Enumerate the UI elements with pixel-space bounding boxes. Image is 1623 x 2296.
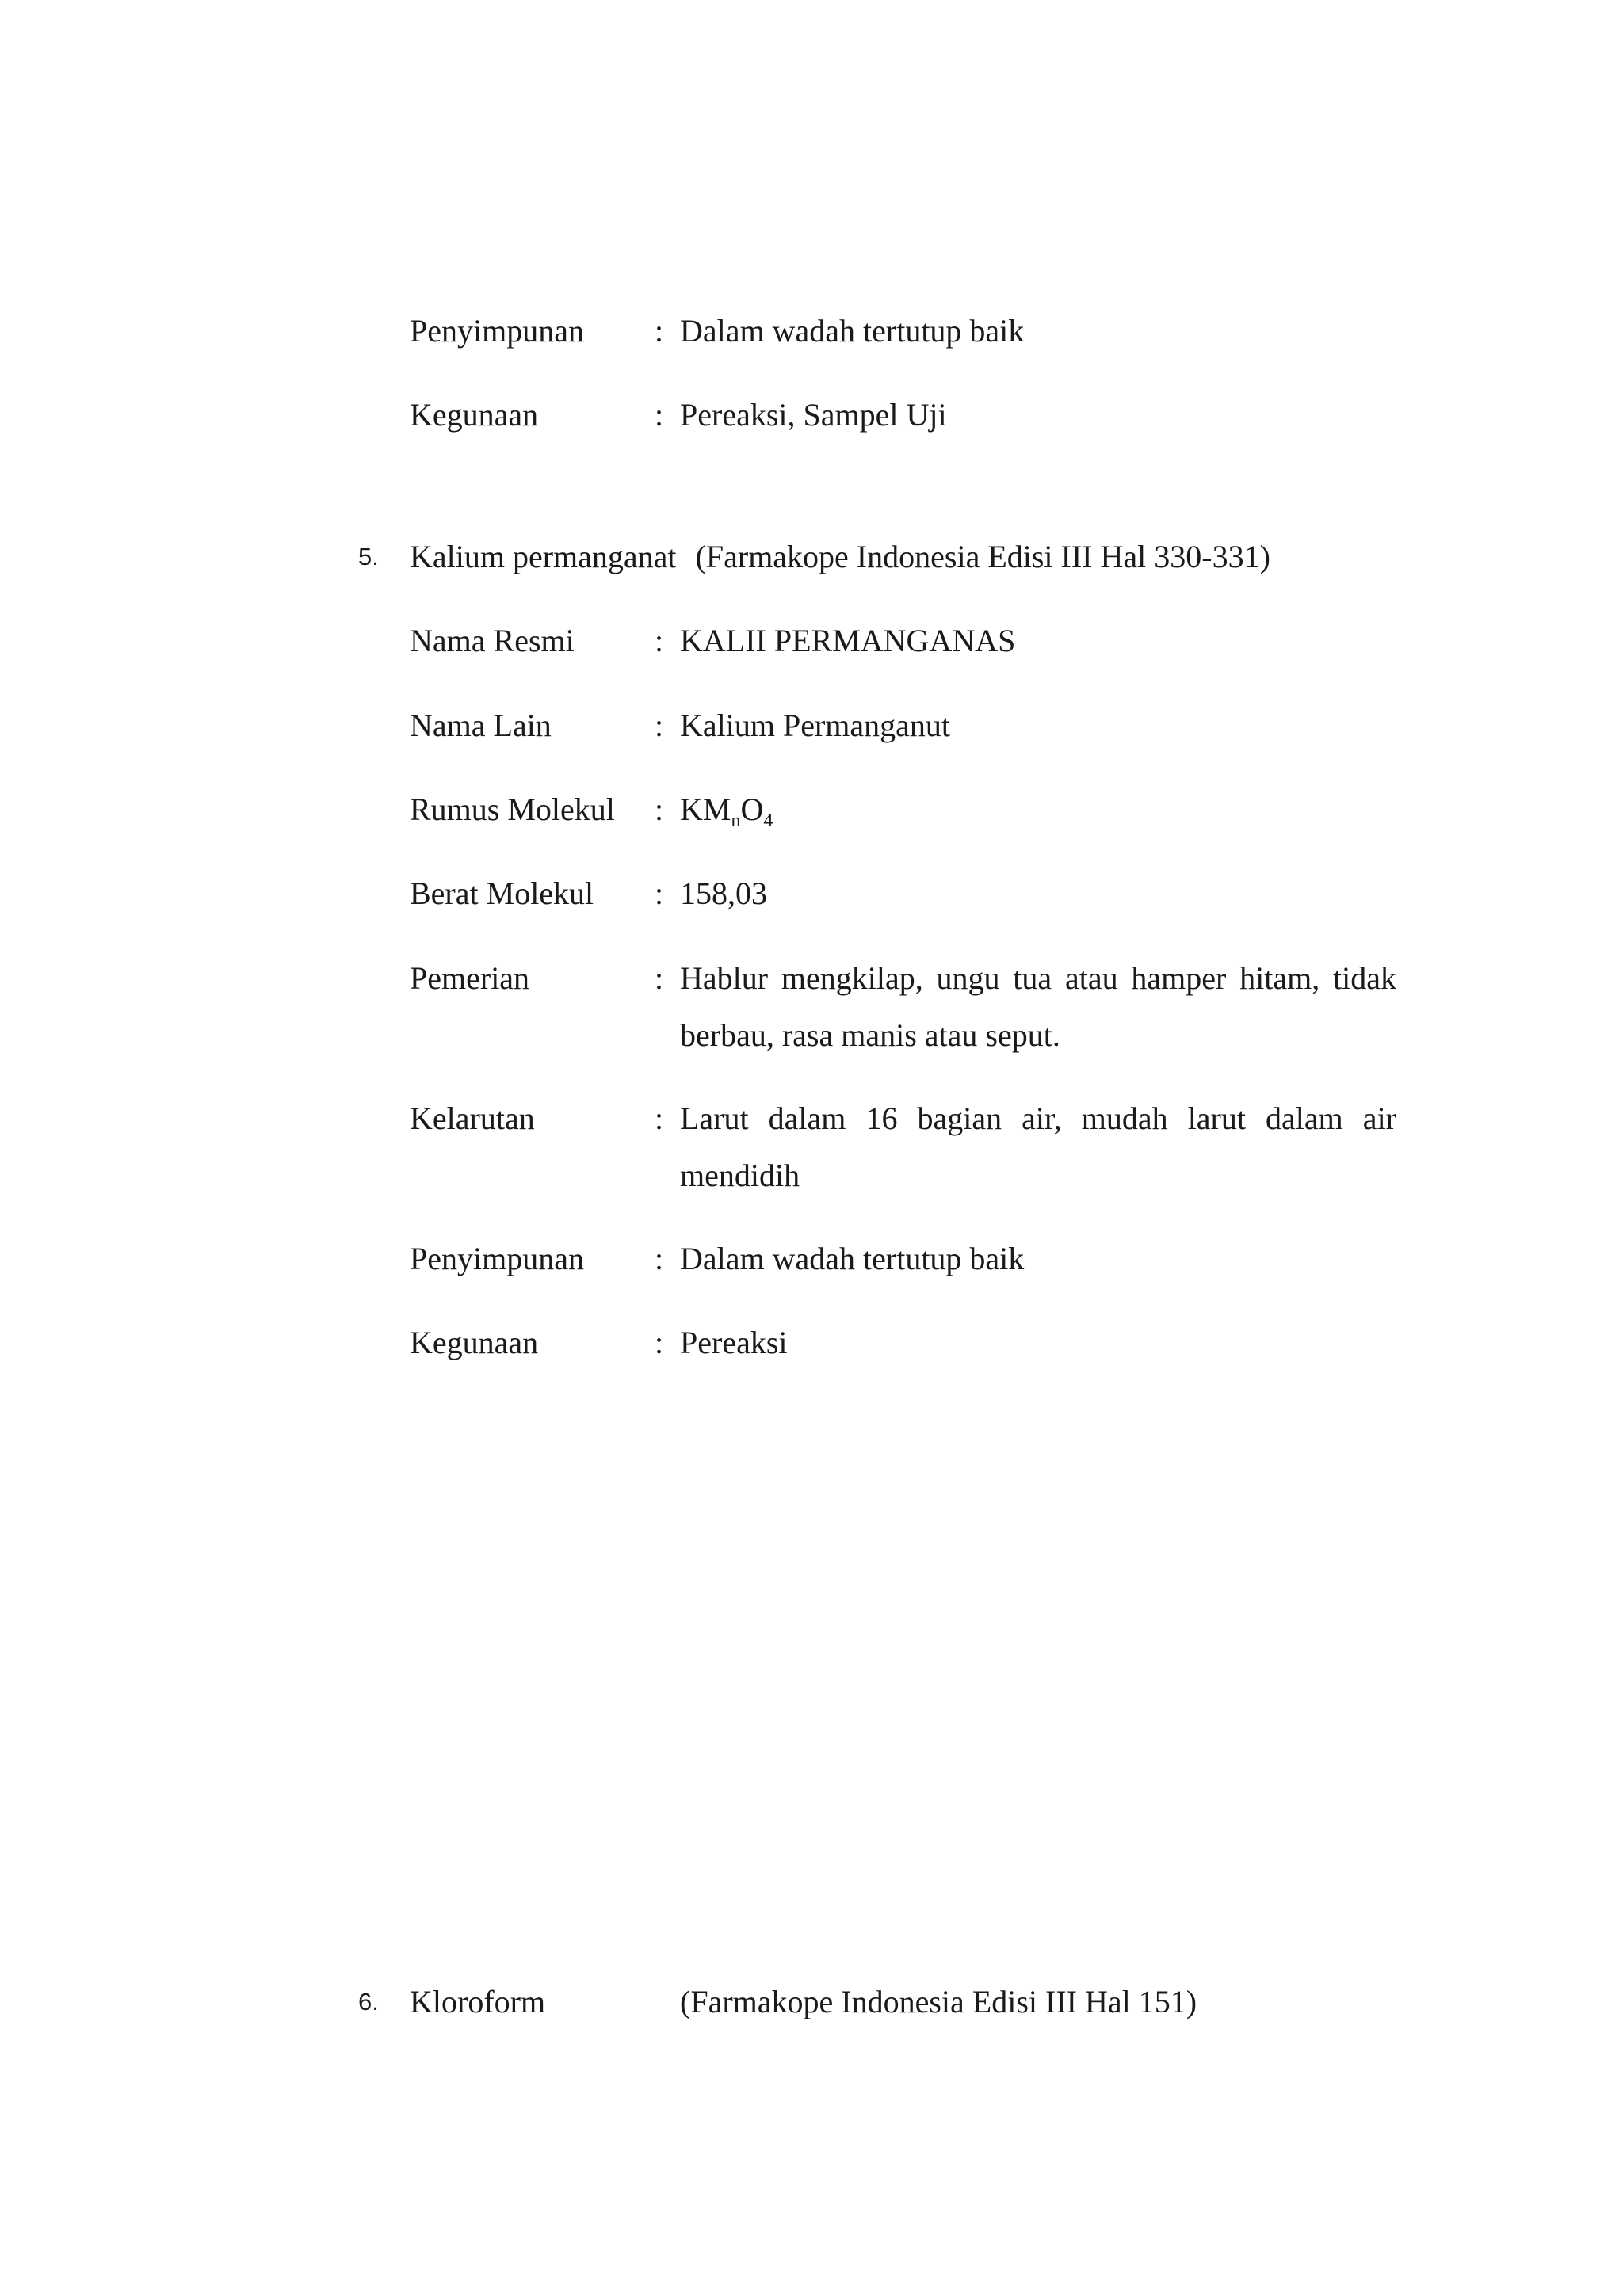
item-name-6: Kloroform bbox=[410, 1984, 546, 2019]
row-value-rumus-molekul bbox=[680, 781, 773, 838]
item-heading-5 bbox=[410, 528, 1270, 585]
row-label-kegunaan-prev: Kegunaan bbox=[410, 397, 539, 433]
row-label-rumus-molekul: Rumus Molekul bbox=[410, 791, 615, 827]
row-value-berat-molekul: 158,03 bbox=[680, 875, 767, 911]
row-colon: : bbox=[655, 875, 664, 911]
row-label-penyimpunan: Penyimpunan bbox=[410, 1241, 584, 1276]
row-colon: : bbox=[655, 623, 664, 658]
row-colon: : bbox=[655, 397, 664, 433]
row-label-kegunaan: Kegunaan bbox=[410, 1325, 539, 1360]
row-colon: : bbox=[655, 1100, 664, 1136]
row-label-pemerian: Pemerian bbox=[410, 960, 530, 996]
item-name: Kalium permanganat bbox=[410, 539, 677, 574]
row-colon: : bbox=[655, 791, 664, 827]
item-number-6: 6. bbox=[358, 1988, 379, 2016]
row-label-nama-resmi: Nama Resmi bbox=[410, 623, 575, 658]
row-colon: : bbox=[655, 1325, 664, 1360]
formula-part: O bbox=[740, 791, 764, 827]
row-value-kegunaan-prev: Pereaksi, Sampel Uji bbox=[680, 397, 947, 433]
formula-subscript: n bbox=[731, 810, 741, 831]
row-label-berat-molekul: Berat Molekul bbox=[410, 875, 594, 911]
row-value-nama-lain: Kalium Permanganut bbox=[680, 707, 951, 743]
row-colon: : bbox=[655, 313, 664, 349]
row-value-nama-resmi: KALII PERMANGANAS bbox=[680, 623, 1016, 658]
formula-part: KM bbox=[680, 791, 731, 827]
row-label-nama-lain: Nama Lain bbox=[410, 707, 552, 743]
row-value-penyimpunan: Dalam wadah tertutup baik bbox=[680, 1241, 1025, 1276]
row-value-kelarutan: Larut dalam 16 bagian air, mudah larut dalam air mendidih bbox=[680, 1100, 1396, 1193]
row-label-penyimpunan-prev: Penyimpunan bbox=[410, 313, 584, 349]
formula-subscript: 4 bbox=[763, 810, 773, 831]
row-colon: : bbox=[655, 707, 664, 743]
row-colon: : bbox=[655, 960, 664, 996]
row-value-kegunaan: Pereaksi bbox=[680, 1325, 788, 1360]
item-reference: (Farmakope Indonesia Edisi III Hal 330-331) bbox=[695, 539, 1270, 574]
row-value-pemerian: Hablur mengkilap, ungu tua atau hamper hitam, tidak berbau, rasa manis atau seput. bbox=[680, 960, 1396, 1053]
item-reference-6: (Farmakope Indonesia Edisi III Hal 151) bbox=[680, 1984, 1197, 2019]
item-number-5: 5. bbox=[358, 543, 379, 570]
row-colon: : bbox=[655, 1241, 664, 1276]
row-label-kelarutan: Kelarutan bbox=[410, 1100, 535, 1136]
row-value-penyimpunan-prev: Dalam wadah tertutup baik bbox=[680, 313, 1025, 349]
